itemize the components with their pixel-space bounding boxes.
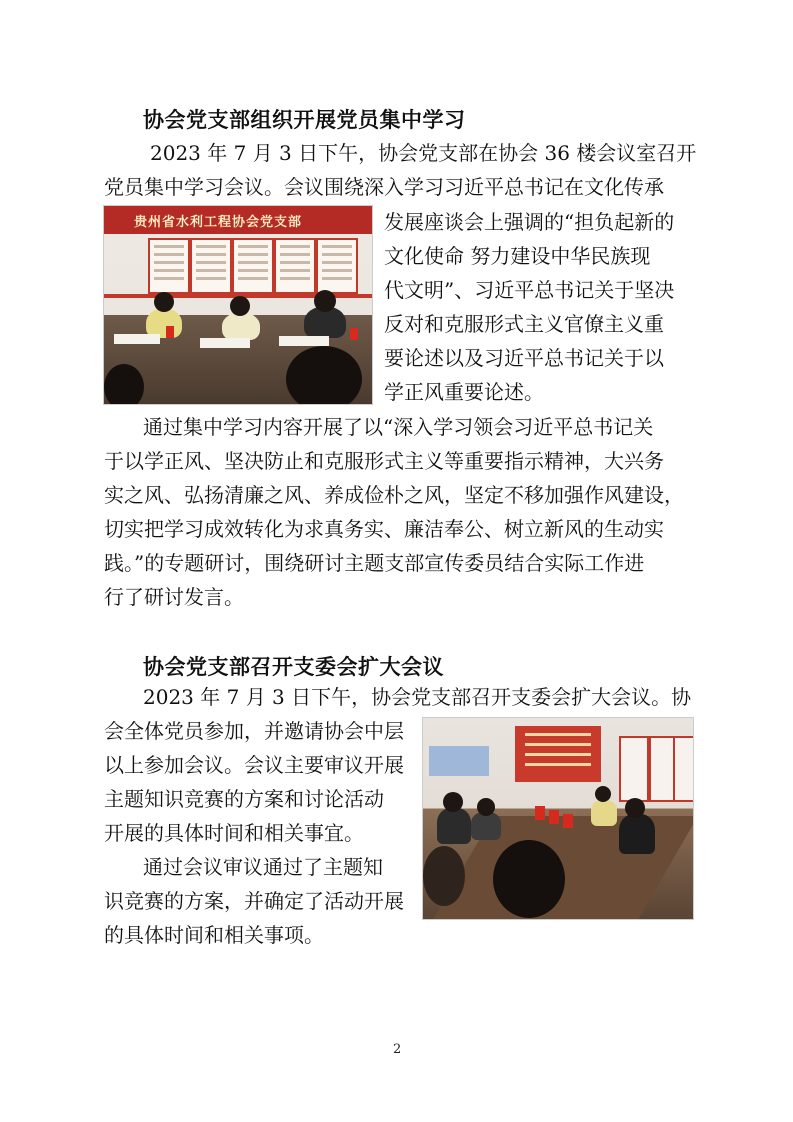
section2-line: 主题知识竞赛的方案和讨论活动 (104, 787, 384, 811)
section1-line: 切实把学习成效转化为求真务实、廉洁奉公、树立新风的生动实 (104, 517, 664, 541)
section1-line: 党员集中学习会议。会议围绕深入学习习近平总书记在文化传承 (104, 175, 664, 199)
section1-line: 发展座谈会上强调的“担负起新的 (384, 210, 675, 234)
section2-title: 协会党支部召开支委会扩大会议 (143, 655, 444, 679)
section1-line: 行了研讨发言。 (104, 585, 244, 609)
section1-line: 要论述以及习近平总书记关于以 (384, 346, 664, 370)
committee-meeting-photo (422, 717, 694, 920)
section1-line: 2023 年 7 月 3 日下午，协会党支部在协会 36 楼会议室召开 (150, 141, 697, 165)
section1-line: 于以学正风、坚决防止和克服形式主义等重要指示精神，大兴务 (104, 449, 664, 473)
page-number: 2 (393, 1042, 402, 1057)
section1-line: 通过集中学习内容开展了以“深入学习领会习近平总书记关 (143, 415, 654, 439)
photo-banner-text: 贵州省水利工程协会党支部 (134, 215, 303, 230)
section1-line: 践。”的专题研讨，围绕研讨主题支部宣传委员结合实际工作进 (104, 551, 645, 575)
section1-line: 实之风、弘扬清廉之风、养成俭朴之风，坚定不移加强作风建设， (104, 483, 684, 507)
section1-line: 学正风重要论述。 (384, 380, 544, 404)
photo-red-screen (515, 726, 601, 782)
section1-line: 反对和克服形式主义官僚主义重 (384, 312, 664, 336)
section2-line: 会全体党员参加，并邀请协会中层 (104, 719, 404, 743)
section2-line: 识竞赛的方案，并确定了活动开展 (104, 889, 404, 913)
section1-title: 协会党支部组织开展党员集中学习 (143, 108, 466, 132)
study-meeting-photo (103, 205, 373, 405)
section2-line: 的具体时间和相关事项。 (104, 923, 324, 947)
section2-line: 2023 年 7 月 3 日下午，协会党支部召开支委会扩大会议。协 (143, 685, 692, 709)
section2-line: 以上参加会议。会议主要审议开展 (104, 753, 404, 777)
section2-line: 开展的具体时间和相关事宜。 (104, 821, 364, 845)
section1-line: 文化使命 努力建设中华民族现 (384, 244, 651, 268)
section2-line: 通过会议审议通过了主题知 (143, 855, 383, 879)
section1-line: 代文明”、习近平总书记关于坚决 (384, 278, 675, 302)
